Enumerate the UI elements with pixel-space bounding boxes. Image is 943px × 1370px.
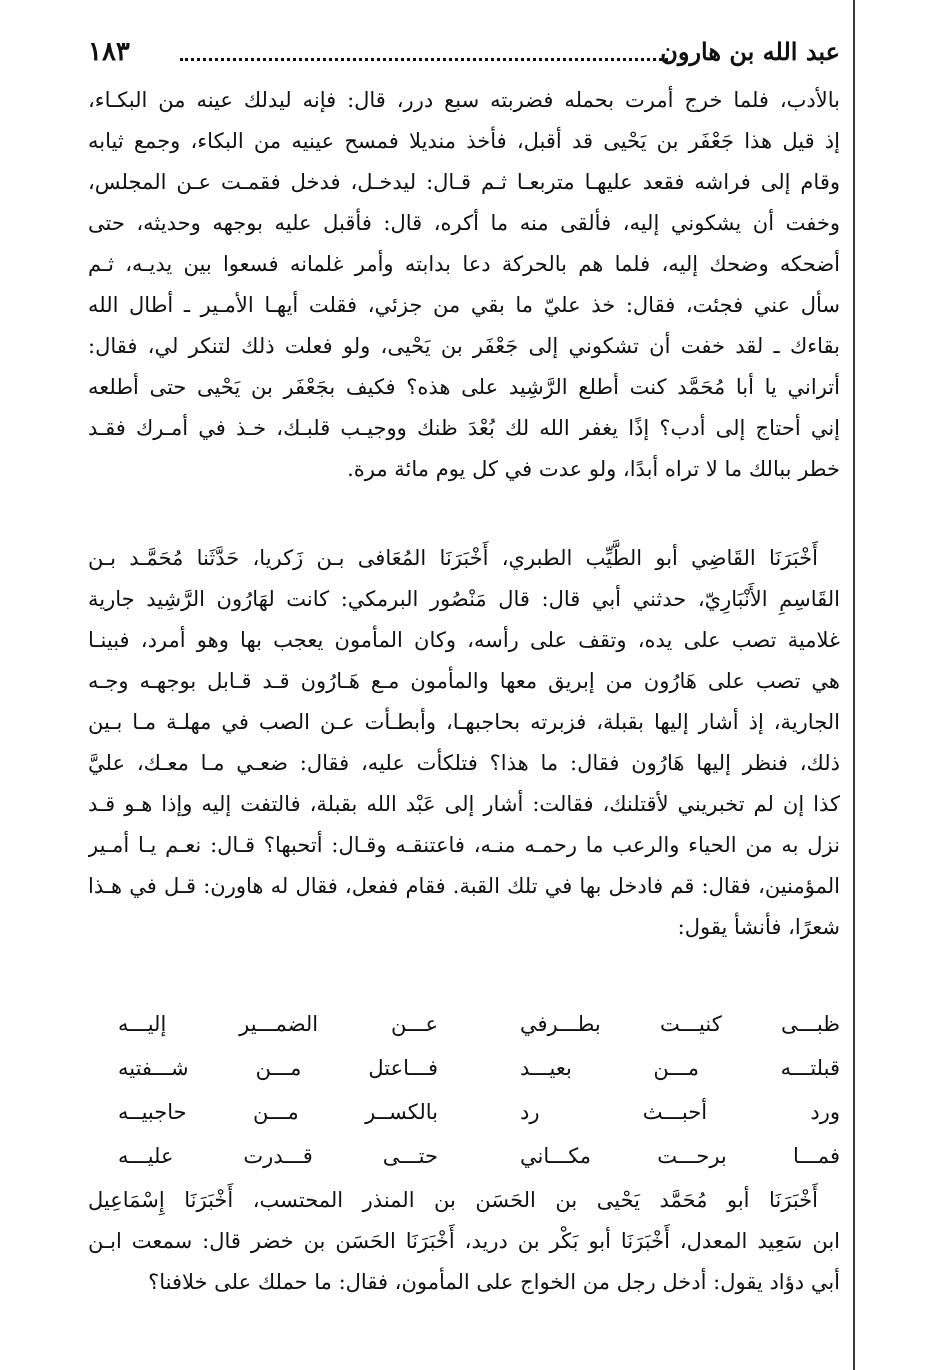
text-line: القَاسِمِ الأَنْبَارِيّ، حدثني أبي قال: قال مَنْصُور البرمكي: كانت لهَارُون الرَّشِيد جارية — [88, 587, 840, 611]
paragraph-3 — [88, 1180, 840, 1303]
text-line: بقاءك ـ لقد خفت أن تشكوني إلى جَعْفَر بن يَحْيى، ولو فعلت ذلك لتنكر لي، فقال: — [88, 334, 840, 358]
text-line: المؤمنين، فقال: قم فادخل بها في تلك القبة. فقام ففعل، فقال له هاورن: قـل في هـذا — [88, 874, 840, 898]
text-line: غلامية تصب على يده، وتقف على رأسه، وكان المأمون يعجب بها وهو أمرد، فبينـا — [88, 628, 840, 652]
text-line: أَخْبَرَنَا القَاضِي أبو الطَّيِّب الطبري، أَخْبَرَنَا المُعَافى بـن زَكريا، حَدَّثَنا مُحَمَّـد بـن — [88, 546, 818, 570]
text-line: ذلك، فنظر إليها هَارُون فقال: ما هذا؟ فتلكأت عليه، فقال: ضعـي مـا معـك، عليَّ — [88, 751, 840, 775]
verse-first-hemistich: ظبـــى كنيـــت بطـــرفي — [520, 1012, 840, 1036]
text-line: وقام إلى فراشه فقعد عليهـا متربعـا ثـم قـال: ليدخـل، فدخل فقمـت عـن المجلس، — [88, 170, 840, 194]
text-line: ابن سَعِيد المعدل، أَخْبَرَنَا أبو بَكْر بن دريد، أَخْبَرَنَا الحَسَن بن خضر قال: سمعت ابـن — [88, 1229, 840, 1253]
text-line: إني أحتاج إلى أدب؟ إذًا يغفر الله لك بُعْدَ ظنك ووجيـب قلبـك، خـذ في أمـرك فقـد — [88, 416, 840, 440]
paragraph-2 — [88, 538, 840, 948]
text-line: الجارية، إذ أشار إليها بقبلة، فزبرته بحاجبهـا، وأبطـأت عـن الصب في مهلـة مـا بـين — [88, 710, 840, 734]
verse-second-hemistich: حتـــى قـــدرت عليـــه — [118, 1144, 438, 1168]
page-number: ١٨٣ — [88, 37, 130, 67]
verse-first-hemistich: فمـــا برحـــت مكـــاني — [520, 1144, 840, 1168]
dotted-leader — [180, 58, 668, 61]
text-line: سأل عني فجئت، فقال: خذ عليّ ما بقي من جزئي، فقلت أيهـا الأمـير ـ أطال الله — [88, 293, 840, 317]
text-line: بالأدب، فلما خرج أمرت بحمله فضربته سبع درر، قال: فإنه ليدلك عينه من البكـاء، — [88, 88, 840, 112]
verse-second-hemistich: عـــن الضمـــير إليـــه — [118, 1012, 438, 1036]
page-header — [88, 32, 840, 72]
text-line: كذا إن لم تخبريني لأقتلنك، فقالت: أشار إلى عَبْد الله بقبلة، فالتفت إليه وإذا هـو قـد — [88, 792, 840, 816]
paragraph-1 — [88, 80, 840, 490]
running-title: عبد الله بن هارون — [660, 37, 840, 66]
verse-first-hemistich: قبلتـــه مـــن بعيـــد — [520, 1056, 840, 1080]
text-line: أبي دؤاد يقول: أدخل رجل من الخواج على المأمون، فقال: ما حملك على خلافنا؟ — [148, 1270, 840, 1294]
text-line: نزل به من الحياء والرعب ما رحمـه منـه، فاعتنقـه وقـال: أتحبها؟ قـال: نعـم يـا أمـير — [88, 833, 840, 857]
poem-verse — [88, 1002, 840, 1046]
poem-verse — [88, 1134, 840, 1178]
verse-second-hemistich: فـــاعتل مـــن شـــفتيه — [118, 1056, 438, 1080]
page-edge-line — [853, 0, 855, 1370]
text-line: أضحكه وضحك إليه، فلما هم بالحركة دعا بدابته وأمر غلمانه فسعوا بين يديـه، ثـم — [88, 252, 840, 276]
text-line: خطر ببالك ما لا تراه أبدًا، ولو عدت في كل يوم مائة مرة. — [347, 457, 840, 481]
poem-verse — [88, 1090, 840, 1134]
text-line: وخفت أن يشكوني إليه، فألقى منه ما أكره، قال: فأقبل عليه بوجهه وحديثه، حتى — [88, 211, 840, 235]
verse-second-hemistich: بالكســر مـــن حاجبيــه — [118, 1100, 438, 1124]
text-line: إذ قيل هذا جَعْفَر بن يَحْيى قد أقبل، فأخذ منديلا فمسح عينيه من البكاء، وجمع ثيابه — [88, 129, 840, 153]
text-line: أتراني يا أبا مُحَمَّد كنت أطلع الرَّشِيد على هذه؟ فكيف بجَعْفَر بن يَحْيى حتى أطلعه — [88, 375, 840, 399]
poem — [88, 1002, 840, 1178]
text-line: شعرًا، فأنشأ يقول: — [677, 915, 840, 939]
text-line: هي تصب على هَارُون من إبريق معها والمأمون مـع هَـارُون قـد قـابل بوجهـه وجـه — [88, 669, 840, 693]
verse-first-hemistich: ورد أحبـــث رد — [520, 1100, 840, 1124]
text-line: أَخْبَرَنَا أبو مُحَمَّد يَحْيى بن الحَسَن بن المنذر المحتسب، أَخْبَرَنَا إِسْمَاعِيل — [88, 1188, 818, 1212]
poem-verse — [88, 1046, 840, 1090]
